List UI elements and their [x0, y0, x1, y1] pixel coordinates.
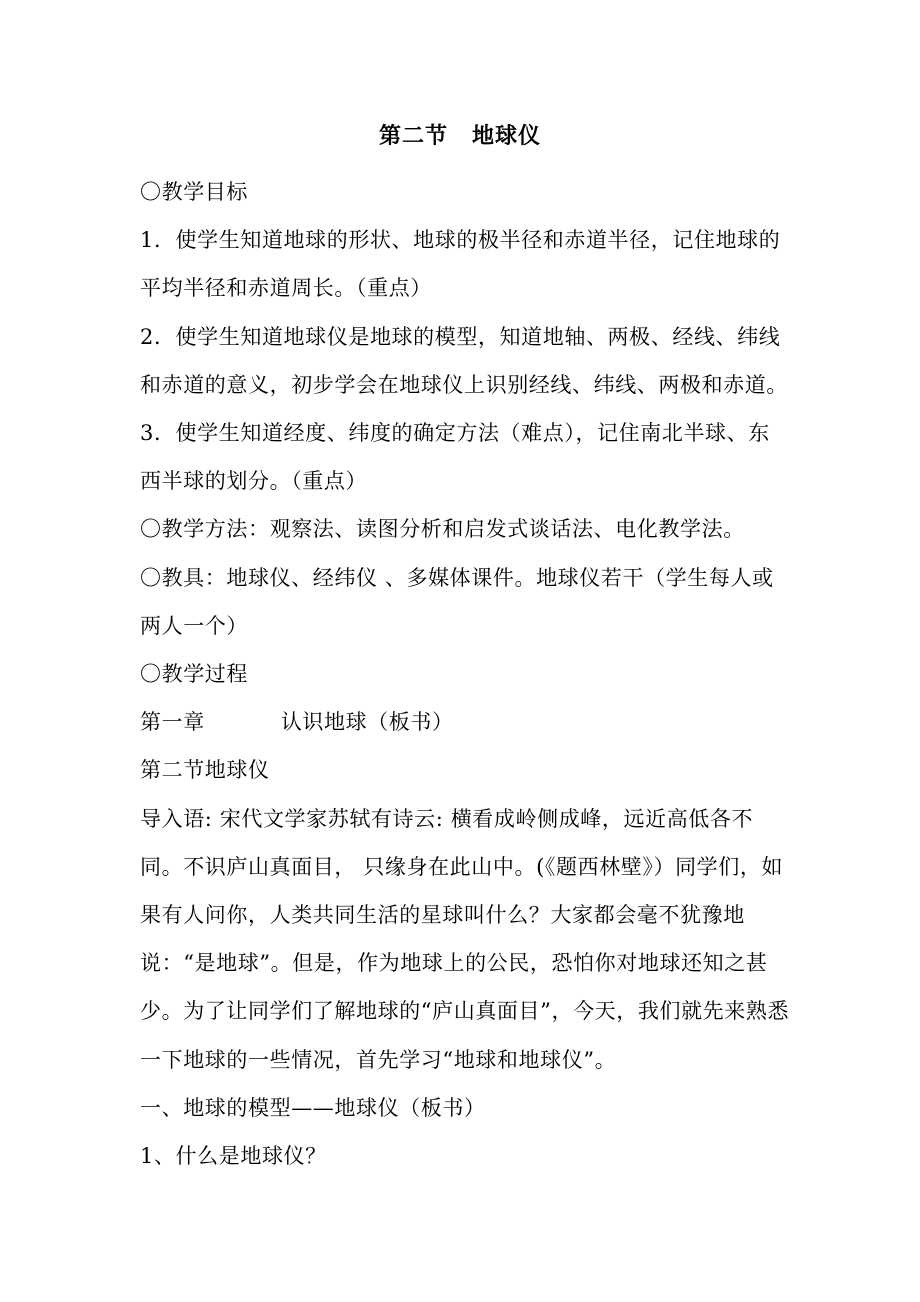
document-body	[140, 168, 790, 1180]
objective-3: 3．使学生知道经度、纬度的确定方法（难点），记住南北半球、东西半球的划分。（重点）	[140, 421, 770, 494]
chapter-label: 第一章	[140, 710, 205, 735]
chapter-title: 认识地球（板书）	[280, 710, 454, 735]
page-title	[0, 120, 920, 152]
title-section-label: 第二节	[378, 123, 448, 149]
process-heading: 〇教学过程	[140, 662, 248, 687]
teaching-methods: 〇教学方法：观察法、读图分析和启发式谈话法、电化教学法。	[140, 517, 745, 542]
chapter-line	[140, 698, 790, 746]
heading-1: 一、地球的模型——地球仪（板书）	[140, 1095, 486, 1120]
teaching-tools: 〇教具：地球仪、经纬仪 、多媒体课件。地球仪若干（学生每人或两人一个）	[140, 565, 774, 638]
title-topic: 地球仪	[472, 123, 542, 149]
objective-2: 2．使学生知道地球仪是地球的模型，知道地轴、两极、经线、纬线和赤道的意义，初步学会在地球仪上识别经线、纬线、两极和赤道。	[140, 324, 788, 397]
intro-paragraph: 导入语: 宋代文学家苏轼有诗云: 横看成岭侧成峰，远近高低各不同。不识庐山真面目， 只缘身在此山中。(《题西林壁》）同学们，如果有人问你，人类共同生活的星球叫什么？大家都会毫不犹豫地说：“是地球”。但是，作为地球上的公民，恐怕你对地球还知之甚少。为了让同学们了解地球的“庐山真面目”，今天，我们就先来熟悉一下地球的一些情况，首先学习“地球和地球仪”。	[140, 806, 790, 1072]
objectives-heading: 〇教学目标	[140, 180, 248, 204]
objective-1: 1．使学生知道地球的形状、地球的极半径和赤道半径，记住地球的平均半径和赤道周长。（重点）	[140, 228, 781, 301]
section-line: 第二节地球仪	[140, 758, 270, 783]
question-1: 1、什么是地球仪？	[140, 1144, 327, 1169]
